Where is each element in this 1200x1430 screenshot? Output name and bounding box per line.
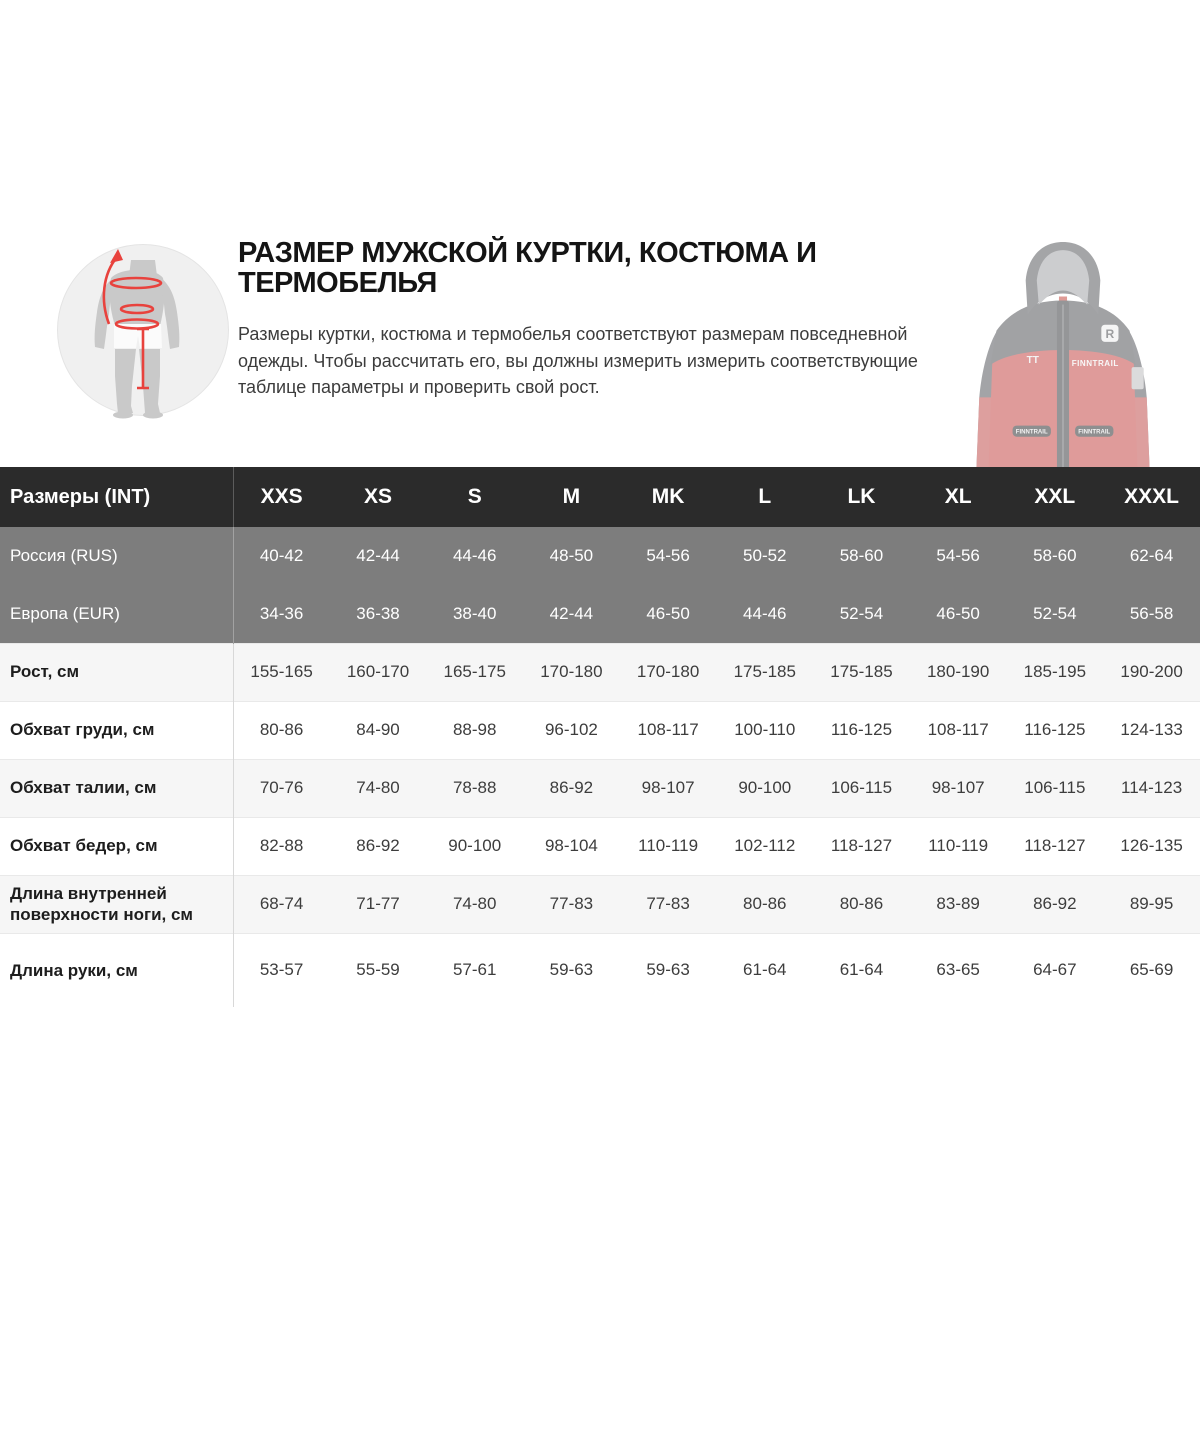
measure-value-cell: 90-100	[426, 817, 523, 875]
measure-value-cell: 78-88	[426, 759, 523, 817]
size-column-header: XS	[330, 467, 427, 527]
table-corner-header: Размеры (INT)	[0, 467, 233, 527]
measure-value-cell: 180-190	[910, 643, 1007, 701]
measure-value-cell: 74-80	[330, 759, 427, 817]
intl-size-cell: 36-38	[330, 585, 427, 643]
table-row	[0, 701, 1200, 759]
size-column-header: XXS	[233, 467, 330, 527]
size-column-header: MK	[620, 467, 717, 527]
measure-value-cell: 98-104	[523, 817, 620, 875]
intl-size-cell: 54-56	[910, 527, 1007, 585]
measure-value-cell: 102-112	[716, 817, 813, 875]
measure-value-cell: 190-200	[1103, 643, 1200, 701]
measure-value-cell: 108-117	[910, 701, 1007, 759]
svg-text:R: R	[1105, 326, 1115, 341]
measure-value-cell: 55-59	[330, 933, 427, 1007]
measure-value-cell: 80-86	[233, 701, 330, 759]
size-table	[0, 467, 1200, 1007]
intl-row-label: Россия (RUS)	[0, 527, 233, 585]
measure-value-cell: 114-123	[1103, 759, 1200, 817]
measure-value-cell: 118-127	[813, 817, 910, 875]
intl-size-cell: 42-44	[523, 585, 620, 643]
measure-value-cell: 80-86	[716, 875, 813, 933]
measure-value-cell: 61-64	[813, 933, 910, 1007]
table-row	[0, 875, 1200, 933]
measure-value-cell: 77-83	[620, 875, 717, 933]
measure-row-label: Обхват талии, см	[0, 759, 233, 817]
measure-value-cell: 165-175	[426, 643, 523, 701]
intl-size-cell: 56-58	[1103, 585, 1200, 643]
intl-size-cell: 48-50	[523, 527, 620, 585]
intl-size-cell: 50-52	[716, 527, 813, 585]
measure-value-cell: 170-180	[620, 643, 717, 701]
measure-value-cell: 77-83	[523, 875, 620, 933]
size-column-header: XL	[910, 467, 1007, 527]
measure-value-cell: 86-92	[330, 817, 427, 875]
intl-row-label: Европа (EUR)	[0, 585, 233, 643]
size-column-header: LK	[813, 467, 910, 527]
table-row	[0, 933, 1200, 1007]
intl-size-cell: 58-60	[1007, 527, 1104, 585]
measure-value-cell: 65-69	[1103, 933, 1200, 1007]
svg-text:TT: TT	[1026, 355, 1039, 367]
measure-row-label: Длина внутренней поверхности ноги, см	[0, 875, 233, 933]
svg-text:FINNTRAIL: FINNTRAIL	[1071, 359, 1119, 369]
size-column-header: XXL	[1007, 467, 1104, 527]
measure-value-cell: 175-185	[813, 643, 910, 701]
intl-size-cell: 46-50	[910, 585, 1007, 643]
measure-value-cell: 160-170	[330, 643, 427, 701]
measure-value-cell: 59-63	[523, 933, 620, 1007]
measure-value-cell: 83-89	[910, 875, 1007, 933]
measure-value-cell: 88-98	[426, 701, 523, 759]
measure-value-cell: 86-92	[523, 759, 620, 817]
intl-size-cell: 34-36	[233, 585, 330, 643]
measure-value-cell: 68-74	[233, 875, 330, 933]
jacket-image	[962, 238, 1164, 467]
measure-value-cell: 59-63	[620, 933, 717, 1007]
page-title: РАЗМЕР МУЖСКОЙ КУРТКИ, КОСТЮМА И ТЕРМОБЕЛЬЯ	[238, 237, 817, 300]
intl-size-cell: 40-42	[233, 527, 330, 585]
measure-value-cell: 175-185	[716, 643, 813, 701]
measure-value-cell: 89-95	[1103, 875, 1200, 933]
measure-value-cell: 57-61	[426, 933, 523, 1007]
intl-size-cell: 62-64	[1103, 527, 1200, 585]
measure-value-cell: 86-92	[1007, 875, 1104, 933]
measure-value-cell: 108-117	[620, 701, 717, 759]
body-measurement-icon	[57, 235, 229, 425]
measure-value-cell: 110-119	[620, 817, 717, 875]
table-row	[0, 585, 1200, 643]
measure-value-cell: 82-88	[233, 817, 330, 875]
measure-value-cell: 90-100	[716, 759, 813, 817]
table-header-row	[0, 467, 1200, 527]
measure-value-cell: 71-77	[330, 875, 427, 933]
measure-value-cell: 80-86	[813, 875, 910, 933]
intl-size-cell: 44-46	[716, 585, 813, 643]
measure-value-cell: 63-65	[910, 933, 1007, 1007]
table-row	[0, 527, 1200, 585]
measure-value-cell: 64-67	[1007, 933, 1104, 1007]
table-row	[0, 817, 1200, 875]
measure-row-label: Обхват бедер, см	[0, 817, 233, 875]
measure-value-cell: 185-195	[1007, 643, 1104, 701]
intl-size-cell: 38-40	[426, 585, 523, 643]
svg-text:FINNTRAIL: FINNTRAIL	[1015, 429, 1048, 436]
measure-value-cell: 116-125	[1007, 701, 1104, 759]
measure-value-cell: 106-115	[1007, 759, 1104, 817]
measure-value-cell: 170-180	[523, 643, 620, 701]
measure-value-cell: 74-80	[426, 875, 523, 933]
measure-row-label: Обхват груди, см	[0, 701, 233, 759]
intl-size-cell: 54-56	[620, 527, 717, 585]
body-measurement-diagram	[57, 235, 229, 425]
measure-value-cell: 100-110	[716, 701, 813, 759]
size-column-header: XXXL	[1103, 467, 1200, 527]
measure-value-cell: 126-135	[1103, 817, 1200, 875]
size-column-header: M	[523, 467, 620, 527]
svg-text:FINNTRAIL: FINNTRAIL	[1078, 429, 1111, 436]
measure-value-cell: 96-102	[523, 701, 620, 759]
table-row	[0, 759, 1200, 817]
measure-value-cell: 155-165	[233, 643, 330, 701]
size-column-header: L	[716, 467, 813, 527]
measure-value-cell: 70-76	[233, 759, 330, 817]
measure-row-label: Длина руки, см	[0, 933, 233, 1007]
table-measure-rows	[0, 643, 1200, 1007]
measure-value-cell: 124-133	[1103, 701, 1200, 759]
measure-value-cell: 61-64	[716, 933, 813, 1007]
intl-size-cell: 52-54	[1007, 585, 1104, 643]
measure-value-cell: 106-115	[813, 759, 910, 817]
page-description: Размеры куртки, костюма и термобелья соответствуют размерам повседневной одежды. Чтобы рассчитать его, вы должны измерить измерить соответствующие таблице параметры и проверить свой рост.	[238, 323, 918, 398]
measure-value-cell: 116-125	[813, 701, 910, 759]
measure-value-cell: 98-107	[910, 759, 1007, 817]
measure-value-cell: 84-90	[330, 701, 427, 759]
measure-row-label: Рост, см	[0, 643, 233, 701]
intl-size-cell: 42-44	[330, 527, 427, 585]
intro-section	[0, 230, 1200, 467]
intro-text-block	[238, 238, 928, 401]
measure-value-cell: 53-57	[233, 933, 330, 1007]
intl-size-cell: 52-54	[813, 585, 910, 643]
intl-size-cell: 46-50	[620, 585, 717, 643]
intl-size-cell: 44-46	[426, 527, 523, 585]
size-column-header: S	[426, 467, 523, 527]
intl-size-cell: 58-60	[813, 527, 910, 585]
table-intl-rows	[0, 527, 1200, 643]
measure-value-cell: 110-119	[910, 817, 1007, 875]
jacket-photo	[962, 238, 1164, 467]
table-row	[0, 643, 1200, 701]
measure-value-cell: 118-127	[1007, 817, 1104, 875]
measure-value-cell: 98-107	[620, 759, 717, 817]
